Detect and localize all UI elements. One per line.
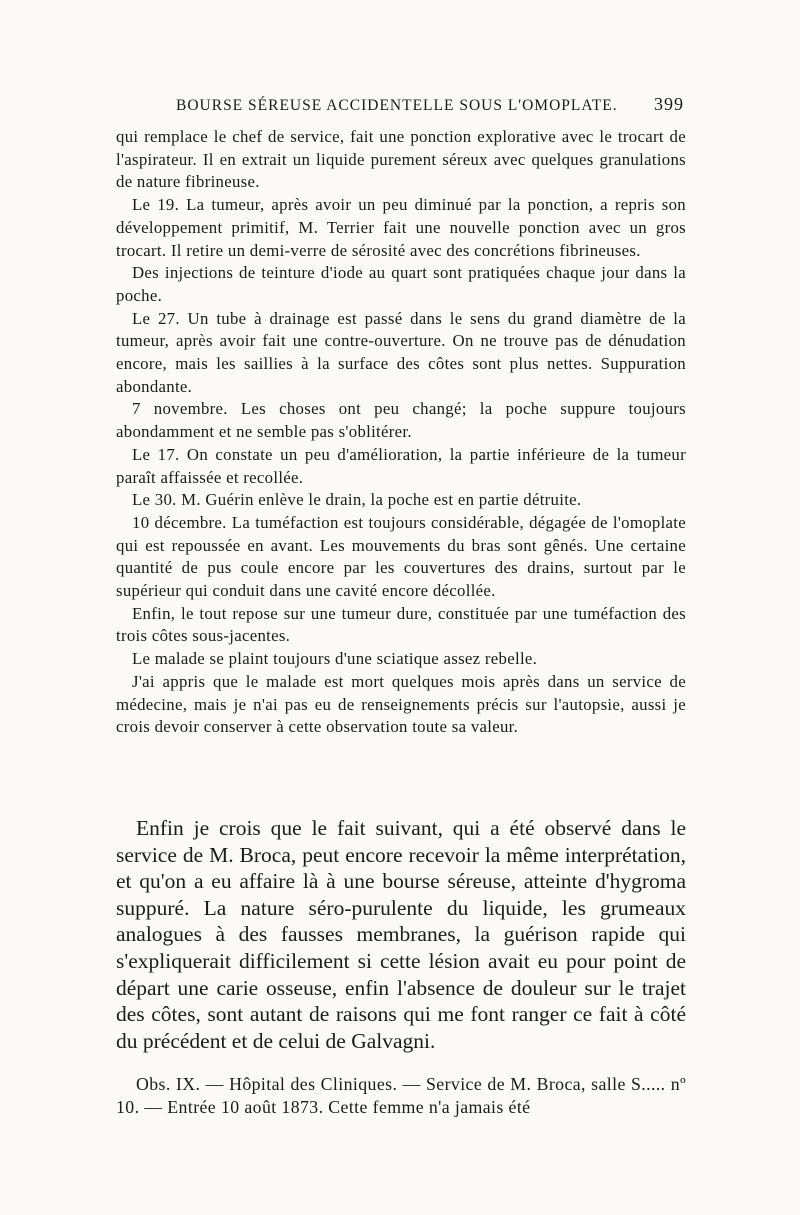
paragraph: Enfin, le tout repose sur une tumeur dure, constituée par une tuméfaction des trois côtes sous-jacentes. [116, 603, 686, 646]
observation-heading: Obs. IX. — Hôpital des Cliniques. — Service de M. Broca, salle S..... nº 10. — Entrée 10 août 1873. Cette femme n'a jamais été [116, 1074, 686, 1117]
paragraph: Enfin je crois que le fait suivant, qui a été observé dans le service de M. Broca, peut encore recevoir la même interprétation, et qu'on a eu affaire là à une bourse séreuse, atteinte d'hygroma suppuré. La nature séro-purulente du liquide, les grumeaux analogues à des fausses membranes, la guérison rapide qui s'expliquerait difficilement si cette lésion avait eu pour point de départ une carie osseuse, enfin l'absence de douleur sur le trajet des côtes, sont autant de raisons qui me font ranger ce fait à côté du précédent et de celui de Galvagni. [116, 816, 686, 1053]
paragraph: qui remplace le chef de service, fait une ponction explorative avec le trocart de l'aspirateur. Il en extrait un liquide purement séreux avec quelques granulations de nature fibrineuse. [116, 127, 686, 192]
paragraph: Le malade se plaint toujours d'une sciatique assez rebelle. [132, 649, 538, 669]
paragraph: Le 19. La tumeur, après avoir un peu diminué par la ponction, a repris son développement primitif, M. Terrier fait une nouvelle ponction avec un gros trocart. Il retire un demi-verre de sérosité avec des concrétions fibrineuses. [116, 195, 686, 260]
case-notes [116, 126, 686, 739]
paragraph: 10 décembre. La tuméfaction est toujours considérable, dégagée de l'omoplate qui est repoussée en avant. Les mouvements du bras sont gênés. Une certaine quantité de pus coule encore par les couvertures des drains, surtout par le supérieur qui conduit dans une cavité encore décollée. [116, 512, 686, 601]
paragraph: Le 30. M. Guérin enlève le drain, la poche est en partie détruite. [132, 490, 582, 510]
paragraph: Des injections de teinture d'iode au quart sont pratiquées chaque jour dans la poche. [116, 263, 686, 305]
paragraph: 7 novembre. Les choses ont peu changé; la poche suppure toujours abondamment et ne semble pas s'oblitérer. [116, 399, 686, 442]
paragraph: Le 27. Un tube à drainage est passé dans le sens du grand diamètre de la tumeur, après avoir fait une contre-ouverture. On ne trouve pas de dénudation encore, mais les saillies à la surface des côtes sont plus nettes. Suppuration abondante. [116, 308, 686, 396]
paragraph: Le 17. On constate un peu d'amélioration, la partie inférieure de la tumeur paraît affaissée et recollée. [116, 444, 686, 487]
page-number: 399 [654, 94, 684, 114]
observation [116, 1073, 686, 1118]
discussion [116, 815, 686, 1054]
paragraph: J'ai appris que le malade est mort quelques mois après dans un service de médecine, mais je n'ai pas eu de renseignements précis sur l'autopsie, aussi je crois devoir conserver à cette observation toute sa valeur. [116, 671, 686, 737]
running-header [0, 94, 800, 120]
running-title: BOURSE SÉREUSE ACCIDENTELLE SOUS L'OMOPLATE. [176, 97, 618, 114]
